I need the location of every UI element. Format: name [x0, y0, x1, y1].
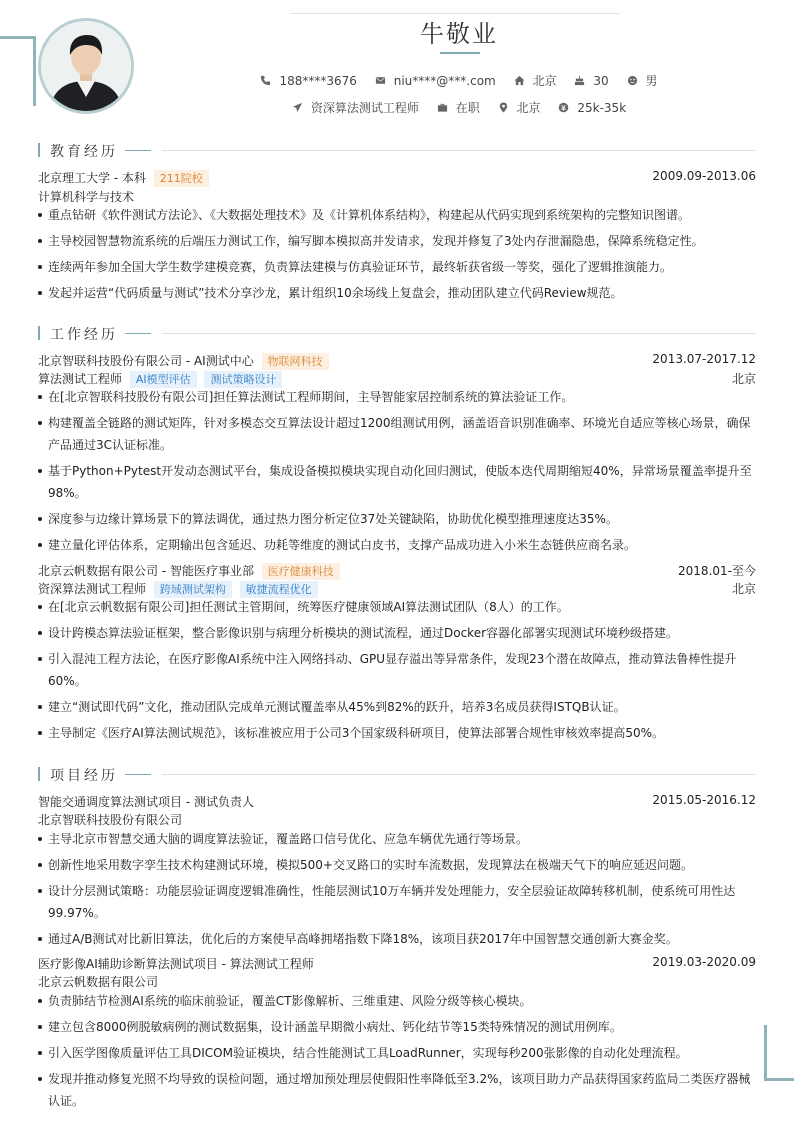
list-item: 重点钻研《软件测试方法论》、《大数据处理技术》及《计算机体系结构》，构建起从代码实现到系统架构的完整知识图谱。: [38, 204, 756, 226]
job-title: 资深算法测试工程师: [38, 582, 147, 596]
home-icon: [514, 75, 525, 86]
list-item: 主导北京市智慧交通大脑的调度算法验证，覆盖路口信号优化、应急车辆优先通行等场景。: [38, 828, 756, 850]
list-item: 在[北京云帆数据有限公司]担任测试主管期间，统筹医疗健康领域AI算法测试团队（8人）的工作。: [38, 596, 756, 618]
name-underline: [440, 52, 480, 54]
list-item: 基于Python+Pytest开发动态测试平台，集成设备模拟模块实现自动化回归测试，使版本迭代周期缩短40%，异常场景覆盖率提升至98%。: [38, 460, 756, 504]
section-title-text: 工作经历: [50, 327, 118, 343]
work-city: 北京: [731, 372, 756, 386]
candidate-name: 牛敬业: [420, 20, 498, 48]
email-item: [375, 74, 496, 88]
job-intent-row: [0, 99, 794, 116]
location-pin-icon: [498, 102, 509, 113]
age-item: [574, 74, 608, 88]
skill-tag: 敏捷流程优化: [240, 581, 318, 598]
salary-text: 25k-35k: [577, 100, 627, 115]
project-name: 智能交通调度算法测试项目 - 测试负责人: [38, 795, 254, 809]
list-item: 建立量化评估体系，定期输出包含延迟、功耗等维度的测试白皮书，支撑产品成功进入小米生态链供应商名录。: [38, 534, 756, 556]
project-period: 2015.05-2016.12: [652, 793, 756, 807]
skill-tag: AI模型评估: [130, 371, 197, 388]
industry-tag: 医疗健康科技: [262, 563, 340, 580]
work-company-row: [38, 562, 756, 580]
section-projects-title: [38, 765, 756, 783]
age-text: 30: [593, 73, 609, 88]
gender-item: [627, 72, 658, 89]
job-title: 算法测试工程师: [38, 372, 123, 386]
list-item: 构建覆盖全链路的测试矩阵，针对多模态交互算法设计超过1200组测试用例，涵盖语音识别准确率、环境光自适应等核心场景，确保产品通过3C认证标准。: [38, 412, 756, 456]
skill-tag: 测试策略设计: [204, 371, 282, 388]
phone-icon: [260, 75, 271, 86]
section-rule: [162, 774, 756, 775]
section-rule: [162, 333, 756, 334]
list-item: 通过A/B测试对比新旧算法，优化后的方案使早高峰拥堵指数下降18%，该项目获2017年中国智慧交通创新大赛金奖。: [38, 928, 756, 950]
list-item: 主导制定《医疗AI算法测试规范》，该标准被应用于公司3个国家级科研项目，使算法部署合规性审核效率提高50%。: [38, 722, 756, 744]
education-header: [38, 169, 756, 187]
status-item: [437, 99, 480, 116]
work-company-row: [38, 352, 756, 370]
project-period: 2019.03-2020.09: [652, 955, 756, 969]
section-dash: [125, 333, 151, 334]
list-item: 深度参与边缘计算场景下的算法调优，通过热力图分析定位37处关键缺陷，协助优化模型推理速度达35%。: [38, 508, 756, 530]
section-work-title: [38, 324, 756, 342]
contact-row: [0, 72, 794, 89]
skill-tag: 跨域测试架构: [154, 581, 232, 598]
target-city-item: [498, 99, 541, 116]
project-header: [38, 793, 756, 810]
work-city: 北京: [731, 582, 756, 596]
location-item: [514, 72, 557, 89]
briefcase-icon: [437, 102, 448, 113]
list-item: 发起并运营“代码质量与测试”技术分享沙龙，累计组织10余场线上复盘会，推动团队建立代码Review规范。: [38, 282, 756, 304]
work-period: 2013.07-2017.12: [652, 352, 756, 366]
project-company: 北京智联科技股份有限公司: [38, 813, 183, 827]
email-icon: [375, 75, 386, 86]
school-tag: 211院校: [154, 170, 209, 187]
cake-icon: [574, 75, 585, 86]
section-dash: [125, 774, 151, 775]
section-dash: [125, 150, 151, 151]
industry-tag: 物联网科技: [262, 353, 329, 370]
target-job-item: [292, 99, 419, 116]
project-header: [38, 955, 756, 972]
company-name: 北京智联科技股份有限公司 - AI测试中心: [38, 354, 254, 368]
section-bar: [38, 767, 40, 781]
section-bar: [38, 326, 40, 340]
list-item: 引入混沌工程方法论，在医疗影像AI系统中注入网络抖动、GPU显存溢出等异常条件，发现23个潜在故障点，推动算法鲁棒性提升60%。: [38, 648, 756, 692]
list-item: 连续两年参加全国大学生数学建模竞赛，负责算法建模与仿真验证环节，最终斩获省级一等奖，强化了逻辑推演能力。: [38, 256, 756, 278]
list-item: 创新性地采用数字孪生技术构建测试环境，模拟500+交叉路口的实时车流数据，发现算法在极端天气下的响应延迟问题。: [38, 854, 756, 876]
work-period: 2018.01-至今: [678, 564, 756, 578]
section-rule: [162, 150, 756, 151]
face-icon: [627, 75, 638, 86]
education-major: 计算机科学与技术: [38, 190, 135, 204]
education-period: 2009.09-2013.06: [652, 169, 756, 183]
project-company: 北京云帆数据有限公司: [38, 975, 159, 989]
list-item: 在[北京智联科技股份有限公司]担任算法测试工程师期间，主导智能家居控制系统的算法验证工作。: [38, 386, 756, 408]
company-name: 北京云帆数据有限公司 - 智能医疗事业部: [38, 564, 254, 578]
target-job-text: 资深算法测试工程师: [310, 101, 419, 115]
send-icon: [292, 102, 303, 113]
list-item: 建立“测试即代码”文化，推动团队完成单元测试覆盖率从45%到82%的跃升，培养3名成员获得ISTQB认证。: [38, 696, 756, 718]
email-text: niu****@***.com: [393, 73, 496, 88]
decor-corner-bottom-right: [764, 1025, 794, 1081]
section-education-title: [38, 141, 756, 159]
list-item: 发现并推动修复光照不均导致的误检问题，通过增加预处理层使假阳性率降低至3.2%，该项目助力产品获得国家药监局二类医疗器械认证。: [38, 1068, 756, 1112]
phone-text: 188****3676: [279, 73, 357, 88]
section-title-text: 教育经历: [50, 144, 118, 160]
list-item: 建立包含8000例脱敏病例的测试数据集，设计涵盖早期微小病灶、钙化结节等15类特殊情况的测试用例库。: [38, 1016, 756, 1038]
list-item: 引入医学图像质量评估工具DICOM验证模块，结合性能测试工具LoadRunner，实现每秒200张影像的自动化处理流程。: [38, 1042, 756, 1064]
school-name: 北京理工大学 - 本科: [38, 171, 146, 185]
money-icon: [558, 102, 569, 113]
section-title-text: 项目经历: [50, 768, 118, 784]
status-text: 在职: [455, 101, 480, 115]
list-item: 设计跨模态算法验证框架，整合影像识别与病理分析模块的测试流程，通过Docker容器化部署实现测试环境秒级搭建。: [38, 622, 756, 644]
project-name: 医疗影像AI辅助诊断算法测试项目 - 算法测试工程师: [38, 957, 314, 971]
target-city-text: 北京: [516, 101, 541, 115]
location-text: 北京: [532, 74, 557, 88]
gender-text: 男: [645, 74, 658, 88]
salary-item: [558, 101, 626, 115]
list-item: 负责肺结节检测AI系统的临床前验证，覆盖CT影像解析、三维重建、风险分级等核心模块。: [38, 990, 756, 1012]
section-bar: [38, 143, 40, 157]
list-item: 主导校园智慧物流系统的后端压力测试工作，编写脚本模拟高并发请求，发现并修复了3处内存泄漏隐患，保障系统稳定性。: [38, 230, 756, 252]
list-item: 设计分层测试策略：功能层验证调度逻辑准确性，性能层测试10万车辆并发处理能力，安全层验证故障转移机制，使系统可用性达99.97%。: [38, 880, 756, 924]
phone-item: [260, 74, 356, 88]
